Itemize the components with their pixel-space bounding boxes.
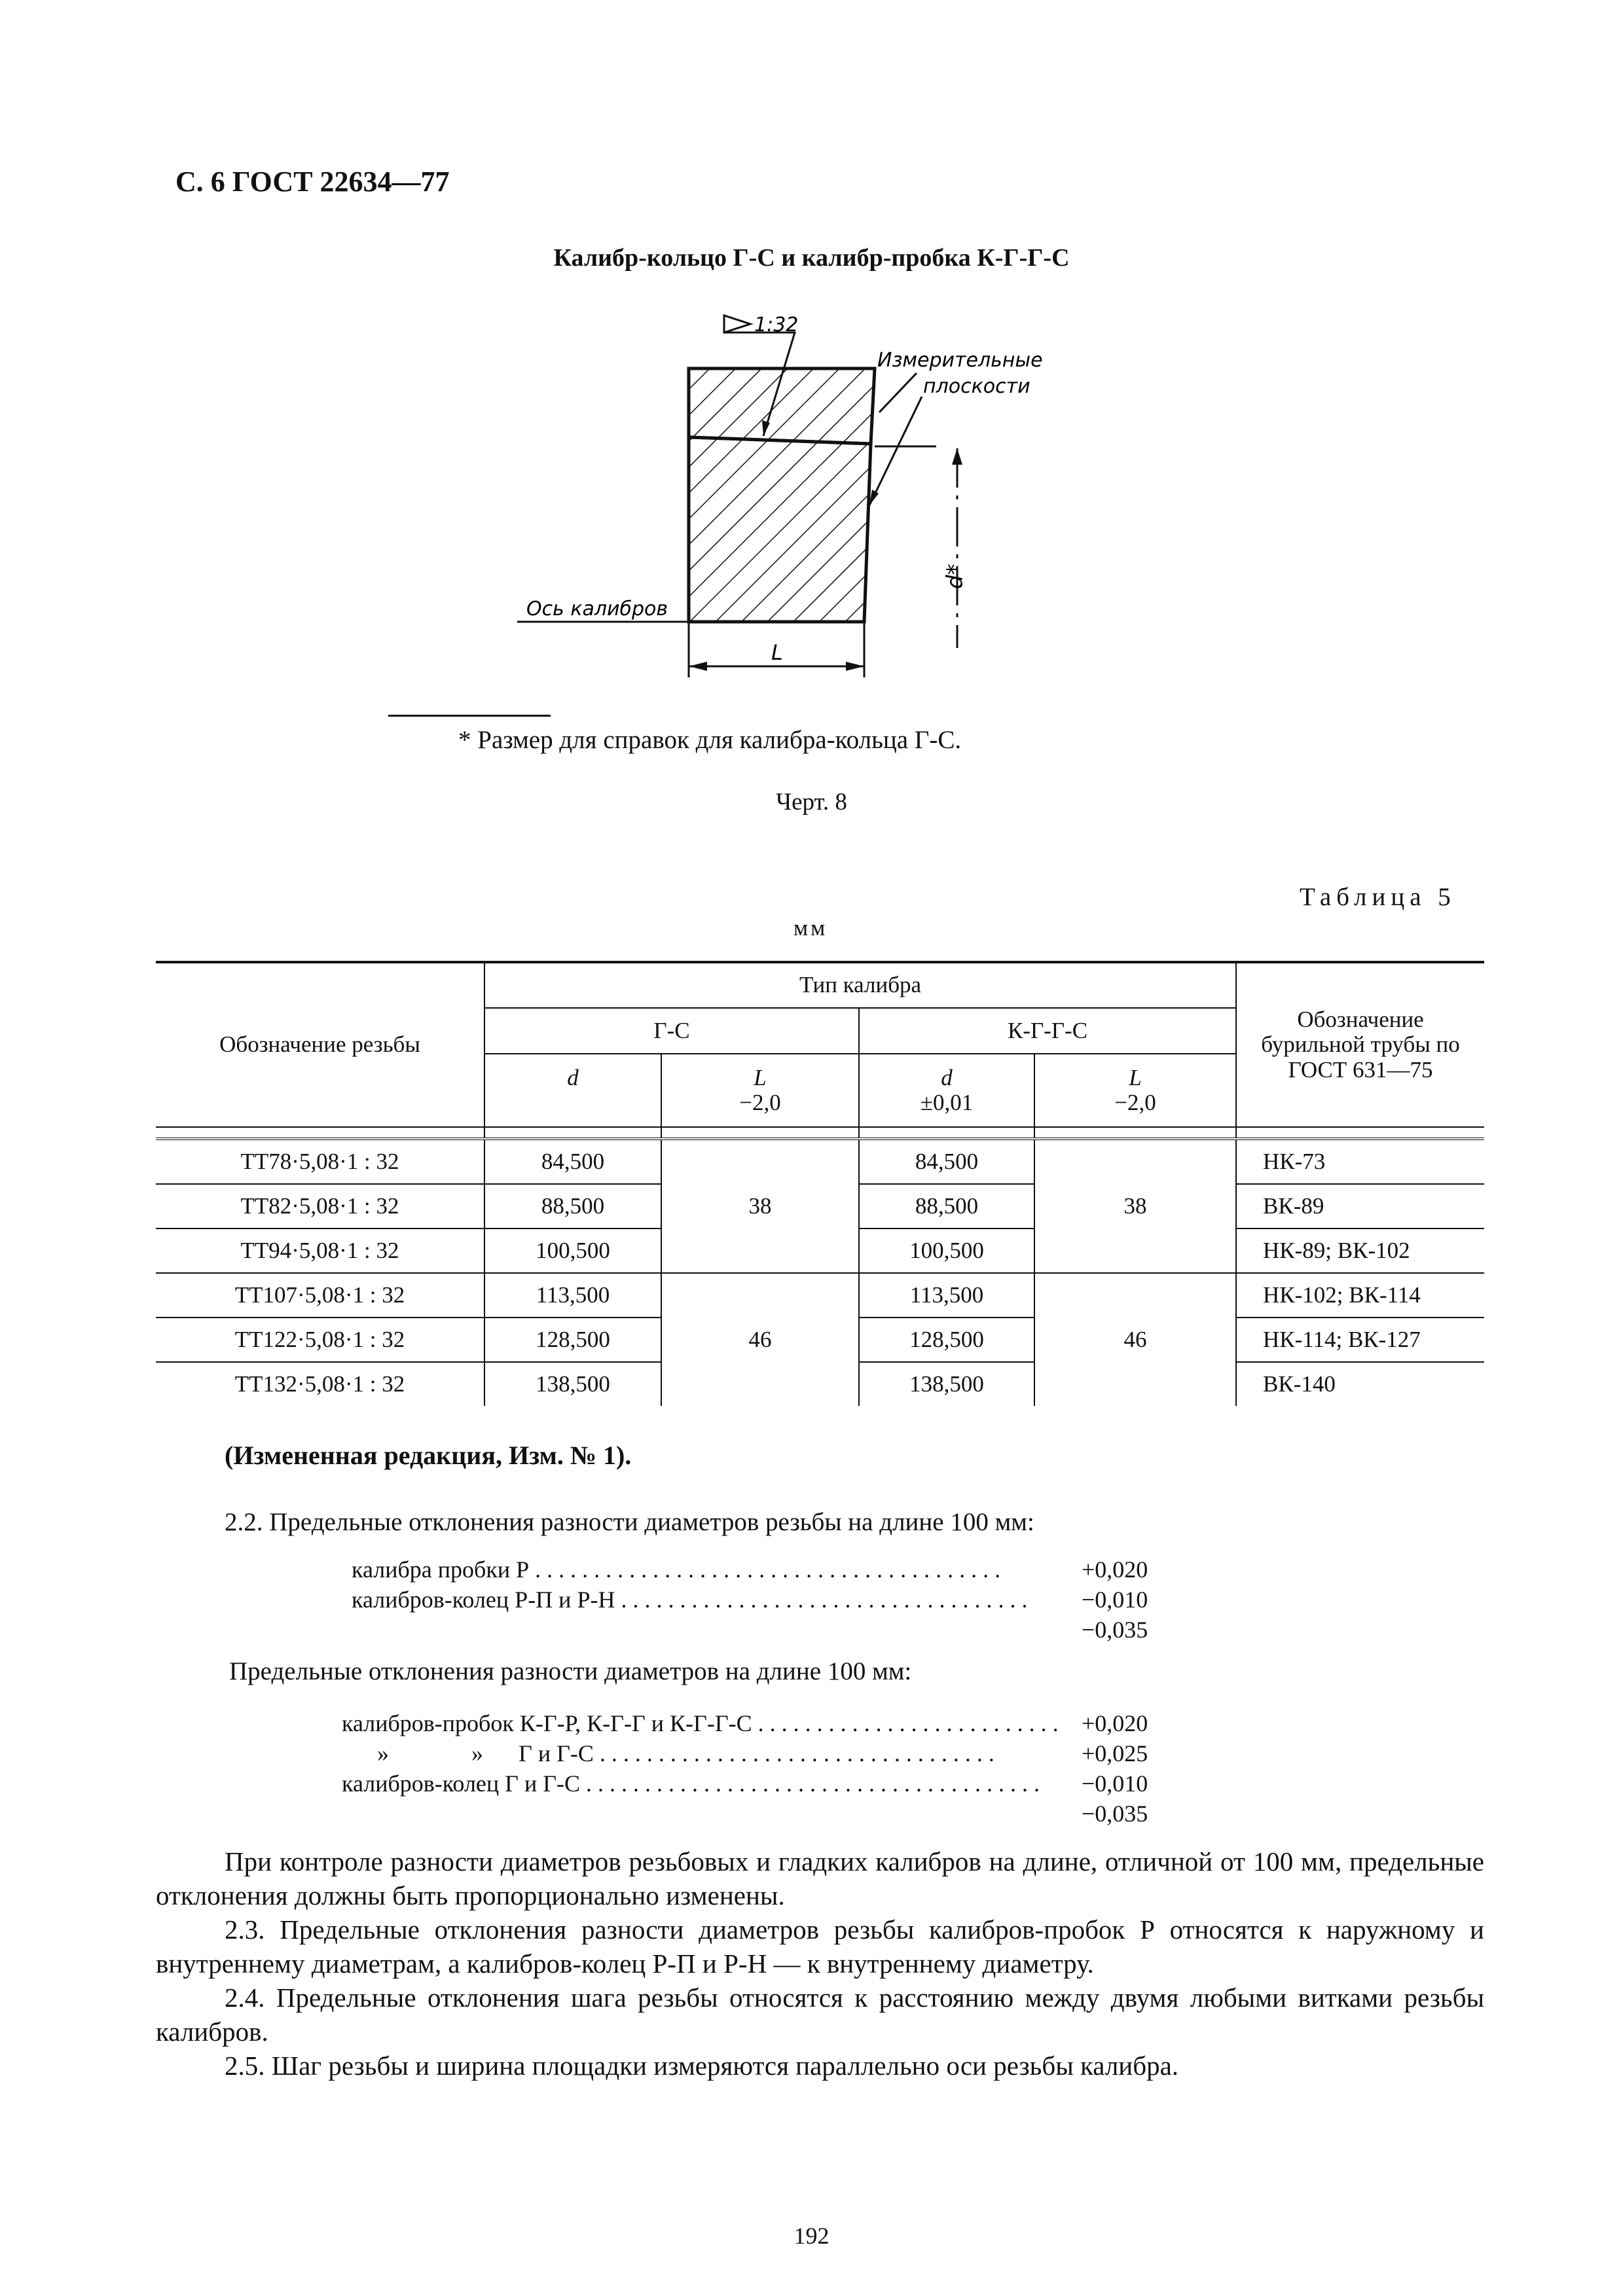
table-row: ТТ82·5,08·1 : 32 88,500 88,500 ВК-89 xyxy=(156,1184,1484,1229)
list-item: калибров-колец Р-П и Р-Н . . . . . . . . . . . . . . . . . . . . . . . . . . . . . . . . . . . −0,010 xyxy=(352,1587,1148,1613)
d-dimension-label: d* xyxy=(942,564,968,589)
figure-caption: Черт. 8 xyxy=(776,789,847,816)
measure-label-2: плоскости xyxy=(923,375,1030,398)
list-item: калибров-пробок К-Г-Р, К-Г-Г и К-Г-Г-С . . . . . . . . . . . . . . . . . . . . . . . . . . +0,020 xyxy=(342,1710,1148,1736)
list-item: калибров-колец Г и Г-С . . . . . . . . . . . . . . . . . . . . . . . . . . . . . . . . . . . . . . . −0,010 xyxy=(342,1770,1148,1797)
header-kggs-d: d ±0,01 xyxy=(859,1054,1034,1127)
axis-label: Ось калибров xyxy=(526,598,668,620)
taper-icon xyxy=(724,315,750,332)
L-group-1: 38 xyxy=(661,1139,859,1273)
table-row: ТТ94·5,08·1 : 32 100,500 100,500 НК-89; ВК-102 xyxy=(156,1229,1484,1273)
limits-list-2 xyxy=(342,1708,1170,1829)
table-row: ТТ107·5,08·1 : 32 113,500 46 113,500 46 НК-102; ВК-114 xyxy=(156,1273,1484,1318)
L-group-2: 46 xyxy=(661,1273,859,1406)
table-row: ТТ78·5,08·1 : 32 84,500 38 84,500 38 НК-73 xyxy=(156,1139,1484,1184)
table-5 xyxy=(156,961,1484,1406)
header-kggs: К-Г-Г-С xyxy=(859,1008,1236,1054)
list-item: калибра пробки Р . . . . . . . . . . . . . . . . . . . . . . . . . . . . . . . . . . . . . . . . +0,020 xyxy=(352,1556,1148,1583)
table-units: мм xyxy=(793,915,828,941)
clause-2-5: 2.5. Шаг резьбы и ширина площадки измеряются параллельно оси резьбы калибра. xyxy=(225,2051,1179,2081)
measure-label-1: Измерительные xyxy=(877,349,1043,372)
paragraph: При контроле разности диаметров резьбовых и гладких калибров на длине, отличной от 100 мм, предельные отклонения должны быть пропорционально изменены. xyxy=(156,1846,1484,1910)
clause-2-4: 2.4. Предельные отклонения шага резьбы относятся к расстоянию между двумя любыми витками резьбы калибров. xyxy=(156,1982,1484,2047)
list-item: −0,035 xyxy=(1082,1801,1148,1827)
L-group-1-kggs: 38 xyxy=(1034,1139,1236,1273)
header-thread: Обозначение резьбы xyxy=(156,962,484,1127)
gauge-drawing xyxy=(511,308,1100,700)
table-row: ТТ132·5,08·1 : 32 138,500 138,500 ВК-140 xyxy=(156,1362,1484,1406)
header-type: Тип калибра xyxy=(484,962,1236,1008)
L-dimension-label: L xyxy=(771,640,783,665)
amendment-note: (Измененная редакция, Изм. № 1). xyxy=(225,1441,632,1470)
header-gs-d: d xyxy=(484,1054,661,1127)
footnote: * Размер для справок для калибра-кольца Г-С. xyxy=(458,726,962,754)
list-item: » » Г и Г-С . . . . . . . . . . . . . . . . . . . . . . . . . . . . . . . . . . +0,025 xyxy=(342,1740,1148,1767)
header-gs: Г-С xyxy=(484,1008,859,1054)
table-label: Таблица 5 xyxy=(1300,883,1456,911)
limits-list-1 xyxy=(352,1554,1170,1645)
header-gs-L: L −2,0 xyxy=(661,1054,859,1127)
page-number: 192 xyxy=(793,2223,830,2249)
clause-2-3: 2.3. Предельные отклонения разности диаметров резьбы калибров-пробок Р относятся к наружному и внутреннему диаметрам, а калибров-колец Р-П и Р-Н — к внутреннему диаметру. xyxy=(156,1914,1484,1979)
footnote-rule xyxy=(388,715,551,717)
taper-label: 1:32 xyxy=(754,314,799,336)
list-item: −0,035 xyxy=(1082,1617,1148,1643)
plug-section xyxy=(689,437,871,622)
header-kggs-L: L −2,0 xyxy=(1034,1054,1236,1127)
body-text xyxy=(156,1844,1484,2083)
header-pipe: Обозначение бурильной трубы по ГОСТ 631—75 xyxy=(1236,962,1484,1127)
clause-2-2: 2.2. Предельные отклонения разности диаметров резьбы на длине 100 мм: xyxy=(225,1508,1034,1536)
figure-title: Калибр-кольцо Г-С и калибр-пробка К-Г-Г-С xyxy=(553,244,1070,272)
ring-section xyxy=(689,368,875,444)
L-group-2-kggs: 46 xyxy=(1034,1273,1236,1406)
limits-heading-2: Предельные отклонения разности диаметров на длине 100 мм: xyxy=(229,1657,912,1685)
table-row: ТТ122·5,08·1 : 32 128,500 128,500 НК-114; ВК-127 xyxy=(156,1318,1484,1362)
page-header: С. 6 ГОСТ 22634—77 xyxy=(175,166,450,198)
